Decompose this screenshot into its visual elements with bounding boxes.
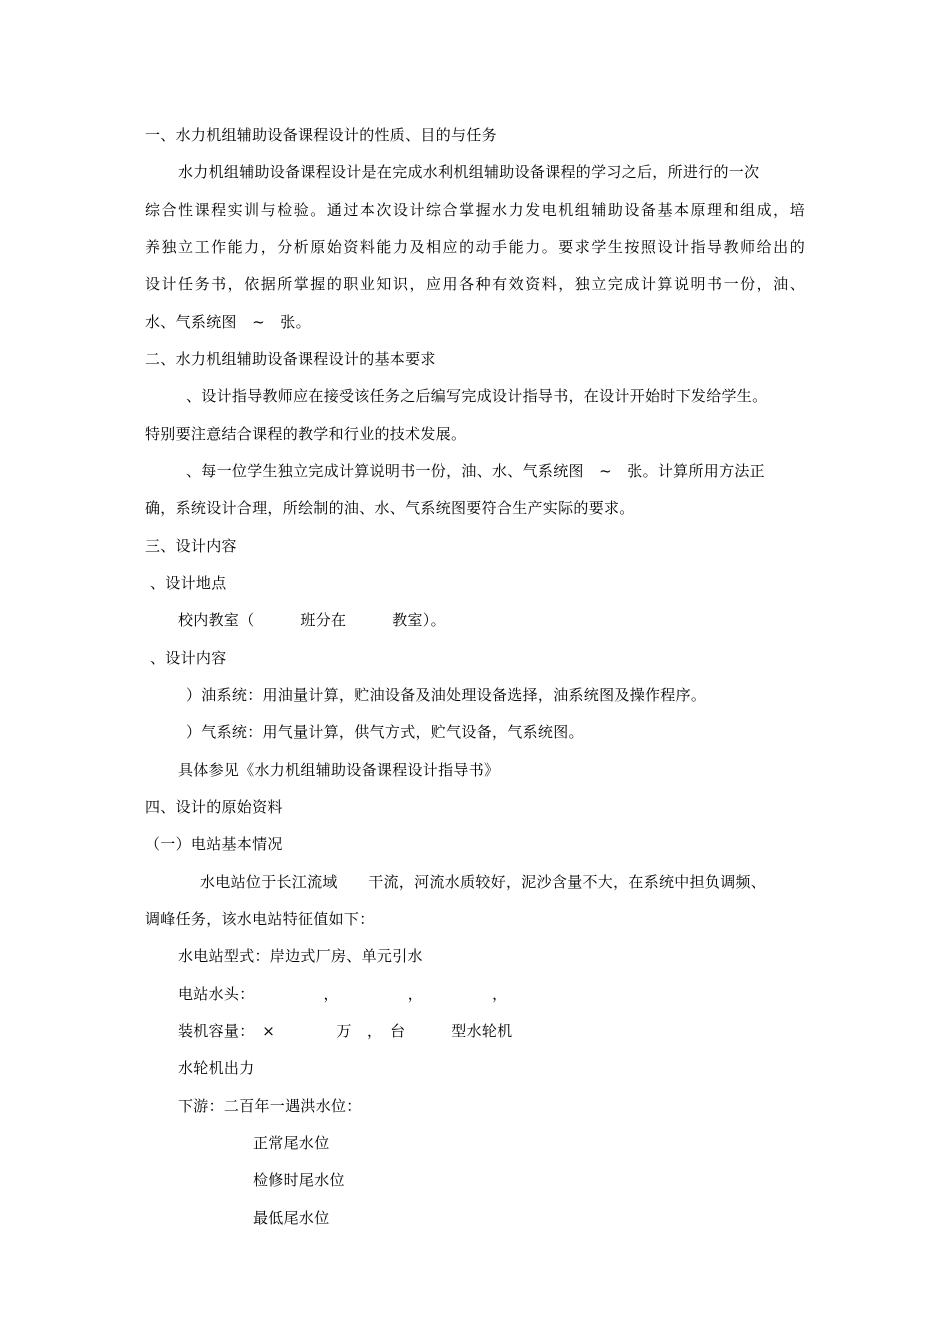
design-place-text: 校内教室（ 班分在 教室）。 (178, 611, 446, 629)
section1-para-line: 水、气系统图 ~ 张。 (145, 313, 311, 331)
section1-para-line: 养独立工作能力，分析原始资料能力及相应的动手能力。要求学生按照设计指导教师给出的 (145, 238, 805, 256)
minimum-tailwater-level: 最低尾水位 (253, 1209, 330, 1227)
section1-para-line: 设计任务书，依据所掌握的职业知识，应用各种有效资料，独立完成计算说明书一份，油、 (145, 275, 805, 293)
installed-capacity: 装机容量： × 万 ， 台 型水轮机 (178, 1022, 513, 1040)
design-place-title: 、设计地点 (150, 574, 227, 592)
gas-system-item: ）气系统：用气量计算，供气方式，贮气设备，气系统图。 (186, 723, 584, 741)
downstream-flood-level: 下游：二百年一遇洪水位： (178, 1097, 362, 1115)
section1-para-line: 水力机组辅助设备课程设计是在完成水利机组辅助设备课程的学习之后，所进行的一次 (178, 163, 760, 181)
section2-item2-line: 、每一位学生独立完成计算说明书一份，油、水、气系统图 ~ 张。计算所用方法正 (186, 462, 765, 480)
station-intro-line: 水电站位于长江流域 干流，河流水质较好，泥沙含量不大，在系统中担负调频、 (200, 873, 767, 891)
station-head: 电站水头： ， ， ， (178, 985, 508, 1003)
section4-heading: 四、设计的原始资料 (145, 798, 283, 816)
section1-para-line: 综合性课程实训与检验。通过本次设计综合掌握水力发电机组辅助设备基本原理和组成，培 (145, 201, 805, 219)
section2-item2-line: 确，系统设计合理，所绘制的油、水、气系统图要符合生产实际的要求。 (145, 499, 635, 517)
maintenance-tailwater-level: 检修时尾水位 (253, 1171, 345, 1189)
section3-heading: 三、设计内容 (145, 537, 237, 555)
normal-tailwater-level: 正常尾水位 (253, 1134, 330, 1152)
turbine-output: 水轮机出力 (178, 1059, 255, 1077)
station-intro-line: 调峰任务，该水电站特征值如下： (145, 910, 375, 928)
oil-system-item: ）油系统：用油量计算，贮油设备及油处理设备选择，油系统图及操作程序。 (186, 686, 707, 704)
section2-item1-line: 特别要注意结合课程的教学和行业的技术发展。 (145, 425, 467, 443)
design-content-title: 、设计内容 (150, 649, 227, 667)
station-type: 水电站型式：岸边式厂房、单元引水 (178, 947, 423, 965)
station-basic-info-title: （一）电站基本情况 (145, 835, 283, 853)
reference-note: 具体参见《水力机组辅助设备课程设计指导书》 (178, 761, 500, 779)
section2-heading: 二、水力机组辅助设备课程设计的基本要求 (145, 350, 436, 368)
section1-heading: 一、水力机组辅助设备课程设计的性质、目的与任务 (145, 126, 497, 144)
section2-item1-line: 、设计指导教师应在接受该任务之后编写完成设计指导书，在设计开始时下发给学生。 (186, 387, 768, 405)
